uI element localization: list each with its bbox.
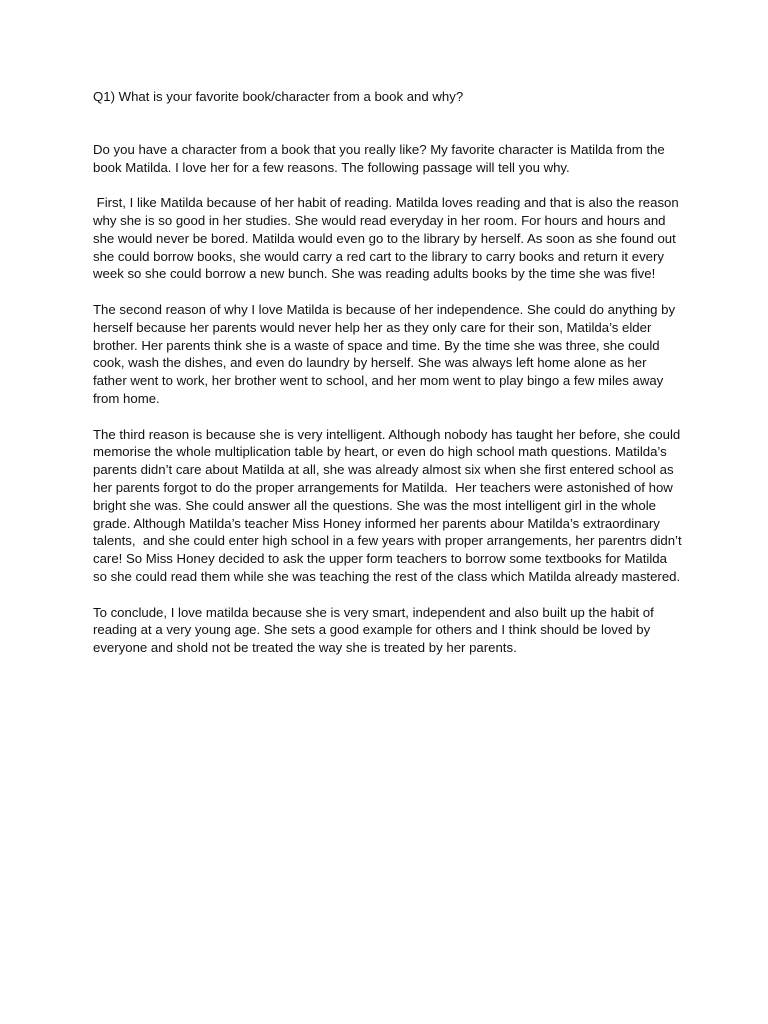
paragraph-intelligence: The third reason is because she is very intelligent. Although nobody has taught her before, she could memorise the whole multiplication table by heart, or even do high school math questions. Matilda’s parents didn’t care about Matilda at all, she was already almost six when she first entered school as her parents forgot to do the proper arrangements for Matilda. Her teachers were astonished of how bright she was. She could answer all the questions. She was the most intelligent girl in the whole grade. Although Matilda’s teacher Miss Honey informed her parents abour Matilda’s extraordinary talents, and she could enter high school in a few years with proper arrangements, her parentrs didn’t care! So Miss Honey decided to ask the upper form teachers to borrow some textbooks for Matilda so she could read them while she was teaching the rest of the class which Matilda already mastered. [93, 426, 686, 584]
question-heading: Q1) What is your favorite book/character from a book and why? [93, 89, 464, 104]
paragraph-intro: Do you have a character from a book that you really like? My favorite character is Matilda from the book Matilda. I love her for a few reasons. The following passage will tell you why. [93, 141, 669, 175]
document-body [93, 88, 686, 675]
paragraph-reading-habit: First, I like Matilda because of her habit of reading. Matilda loves reading and that is also the reason why she is so good in her studies. She would read everyday in her room. For hours and hours and she would never be bored. Matilda would even go to the library by herself. As soon as she found out she could borrow books, she would carry a red cart to the library to carry books and return it every week so she could borrow a new bunch. She was reading adults books by the time she was five! [93, 195, 683, 282]
paragraph-independence: The second reason of why I love Matilda is because of her independence. She could do anything by herself because her parents would never help her as they only care for their son, Matilda’s elder brother. Her parents think she is a waste of space and time. By the time she was three, she could cook, wash the dishes, and even do laundry by herself. She was always left home alone as her father went to work, her brother went to school, and her mom went to play bingo a few miles away from home. [93, 301, 679, 406]
paragraph-conclusion: To conclude, I love matilda because she is very smart, independent and also built up the habit of reading at a very young age. She sets a good example for others and I think should be loved by everyone and shold not be treated the way she is treated by her parents. [93, 604, 658, 656]
